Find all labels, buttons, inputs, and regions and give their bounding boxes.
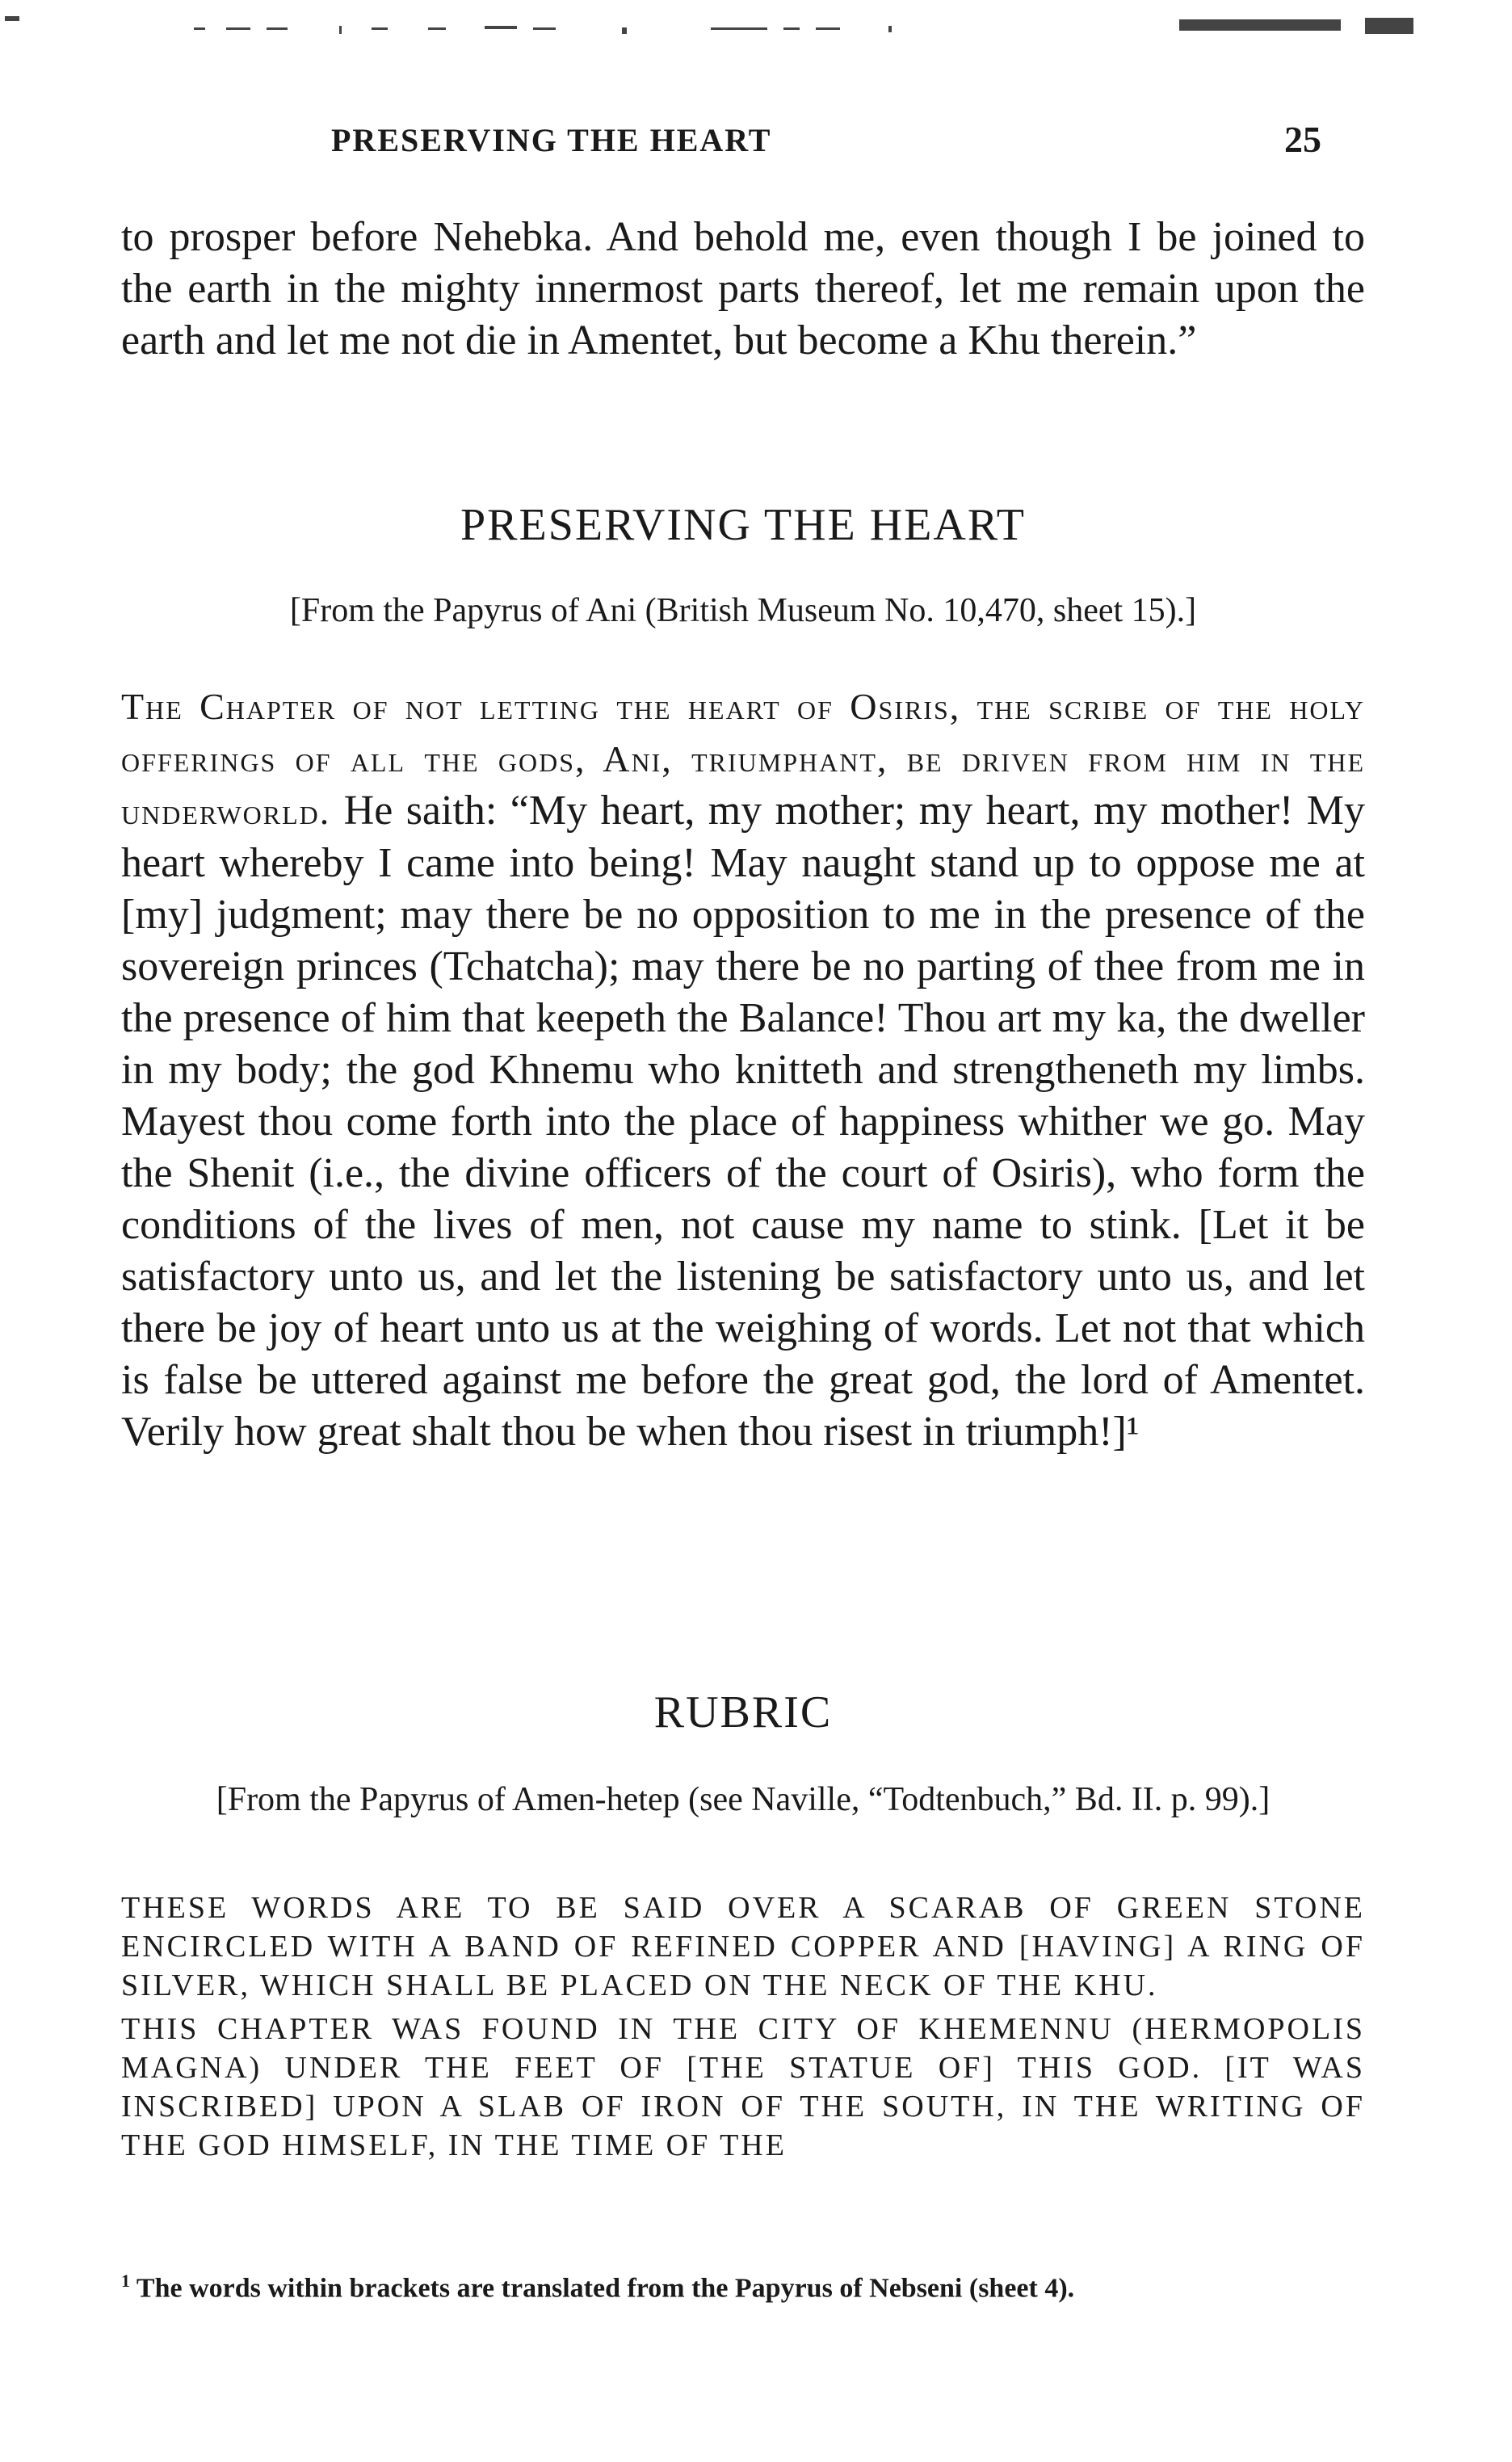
source-note-papyrus-of-amen-hetep: [From the Papyrus of Amen-hetep (see Naville, “Todtenbuch,” Bd. II. p. 99).] xyxy=(216,1781,1270,1818)
section-heading-preserving-the-heart: PRESERVING THE HEART xyxy=(460,500,1027,550)
intro-paragraph-text: to prosper before Nehebka. And behold me, even though I be joined to the earth in the mighty innermost parts thereof, let me remain upon the earth and let me not die in Amentet, but become a Khu therein.” xyxy=(121,214,1365,363)
chapter-paragraph xyxy=(121,680,1365,1458)
source-note-papyrus-of-ani: [From the Papyrus of Ani (British Museum No. 10,470, sheet 15).] xyxy=(289,592,1197,629)
footnote-text: The words within brackets are translated from the Papyrus of Nebseni (sheet 4). xyxy=(136,2273,1075,2304)
footnote-marker: 1 xyxy=(121,2271,130,2291)
section-heading-rubric: RUBRIC xyxy=(653,1687,833,1737)
scan-artifact-strip xyxy=(0,11,1512,44)
rubric-paragraph: THESE WORDS ARE TO BE SAID OVER A SCARAB OF GREEN STONE ENCIRCLED WITH A BAND OF REFINED COPPER AND [HAVING] A RING OF SILVER, WHICH SHALL BE PLACED ON THE NECK OF THE KHU. xyxy=(121,1891,1365,2002)
chapter-body: He saith: “My heart, my mother; my heart, my mother! My heart whereby I came into being! May naught stand up to oppose me at [my] judgment; may there be no opposition to me in the presence of the sovereign princes (Tchatcha); may there be no parting of thee from me in the presence of him that keepeth the Balance! Thou art my ka, the dweller in my body; the god Khnemu who knitteth and strengtheneth my limbs. Mayest thou come forth into the place of happiness whither we go. May the Shenit (i.e., the divine officers of the court of Osiris), who form the conditions of the lives of men, not cause my name to stink. [Let it be satisfactory unto us, and let the listening be satisfactory unto us, and let there be joy of heart unto us at the weighing of words. Let not that which is false be uttered against me before the great god, the lord of Amentet. Verily how great shalt thou be when thou risest in triumph!]¹ xyxy=(121,788,1365,1455)
rubric-paragraph: THIS CHAPTER WAS FOUND IN THE CITY OF KHEMENNU (HERMOPOLIS MAGNA) UNDER THE FEET OF [THE STATUE OF] THIS GOD. [IT WAS INSCRIBED] UPON A SLAB OF IRON OF THE SOUTH, IN THE WRITING OF THE GOD HIMSELF, IN THE TIME OF THE xyxy=(121,2012,1365,2162)
chapter-title: The Chapter of not letting the heart of Osiris, the scribe of the holy offerings of all the gods, Ani, triumphant, be driven from him in the underworld. xyxy=(121,686,1365,832)
footnote xyxy=(121,2263,1365,2306)
running-head: PRESERVING THE HEART xyxy=(331,122,772,158)
page-number: 25 xyxy=(1284,119,1321,160)
rubric-block xyxy=(121,1889,1365,2170)
intro-paragraph xyxy=(121,212,1365,367)
